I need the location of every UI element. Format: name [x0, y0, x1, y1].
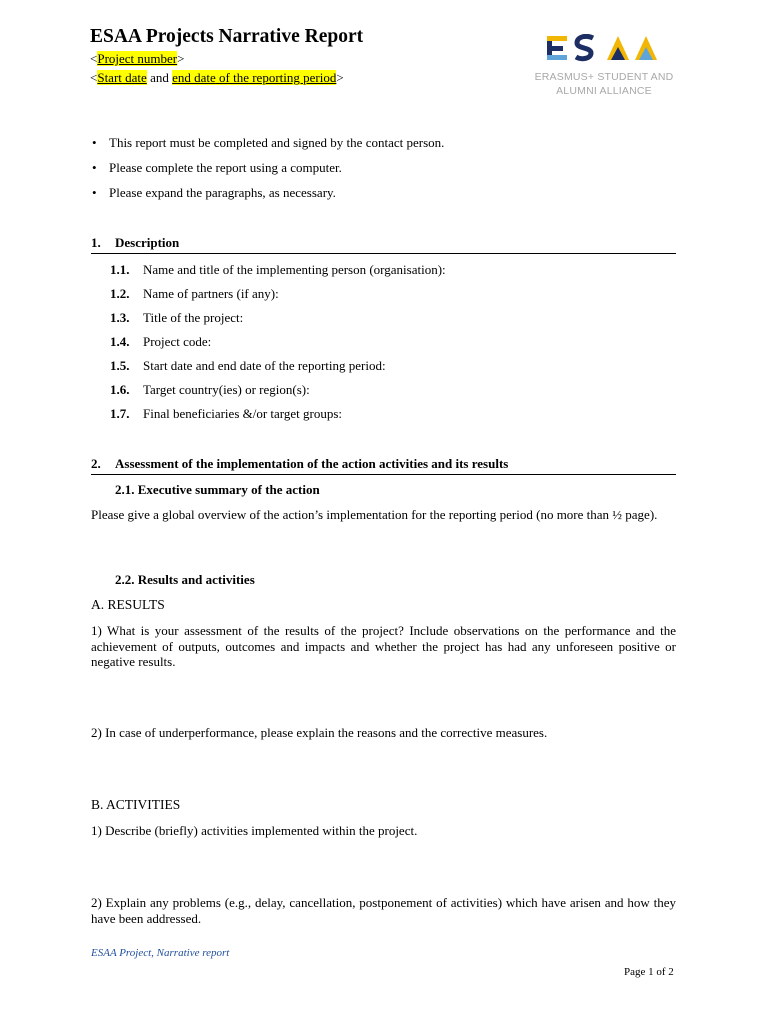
subheading-results-activities: 2.2. Results and activities — [115, 572, 255, 587]
esaa-logo-mark — [547, 34, 665, 62]
description-item: 1.5. Start date and end date of the reporting period: — [110, 358, 386, 373]
executive-summary-instruction: Please give a global overview of the action’s implementation for the reporting period (no more than ½ page). — [91, 507, 658, 522]
activities-question-1: 1) Describe (briefly) activities implemented within the project. — [91, 823, 418, 838]
instruction-bullet: •Please expand the paragraphs, as necessary. — [92, 185, 336, 201]
document-title: ESAA Projects Narrative Report — [90, 26, 364, 47]
bullet-icon — [92, 185, 109, 201]
page-number: Page 1 of 2 — [624, 966, 674, 978]
activities-heading: B. ACTIVITIES — [91, 797, 181, 812]
description-item: 1.7. Final beneficiaries &/or target groups: — [110, 406, 343, 421]
footer-caption: ESAA Project, Narrative report — [91, 947, 230, 959]
reporting-period-placeholder: <Start date and end date of the reporting period> — [90, 70, 344, 85]
bullet-icon — [92, 160, 109, 176]
logo-tagline-line-2: ALUMNI ALLIANCE — [556, 85, 652, 97]
results-question-2: 2) In case of underperformance, please explain the reasons and the corrective measures. — [91, 725, 548, 740]
description-item: 1.2. Name of partners (if any): — [110, 286, 279, 301]
project-number-placeholder: <Project number> — [90, 51, 185, 66]
results-question-1: 1) What is your assessment of the results of the project? Include observations on the performance and the achievement of outputs, outcomes and impacts and whether the project has had any unforeseen positive or negative results. — [91, 623, 676, 669]
description-item: 1.3. Title of the project: — [110, 310, 244, 325]
instruction-bullet: •This report must be completed and signed by the contact person. — [92, 135, 444, 151]
description-item: 1.4. Project code: — [110, 334, 212, 349]
description-item: 1.1. Name and title of the implementing person (organisation): — [110, 262, 446, 277]
subheading-executive-summary: 2.1. Executive summary of the action — [115, 482, 320, 497]
results-heading: A. RESULTS — [91, 597, 165, 612]
esaa-logo — [534, 34, 680, 104]
logo-tagline — [529, 70, 679, 98]
description-item: 1.6. Target country(ies) or region(s): — [110, 382, 310, 397]
section-heading-assessment: 2. Assessment of the implementation of the action activities and its results — [91, 456, 676, 475]
instruction-bullet: •Please complete the report using a computer. — [92, 160, 342, 176]
section-heading-description: 1. Description — [91, 235, 676, 254]
activities-question-2: 2) Explain any problems (e.g., delay, cancellation, postponement of activities) which have arisen and how they have been addressed. — [91, 895, 676, 926]
bullet-icon — [92, 135, 109, 151]
logo-tagline-line-1: ERASMUS+ STUDENT AND — [534, 71, 674, 83]
